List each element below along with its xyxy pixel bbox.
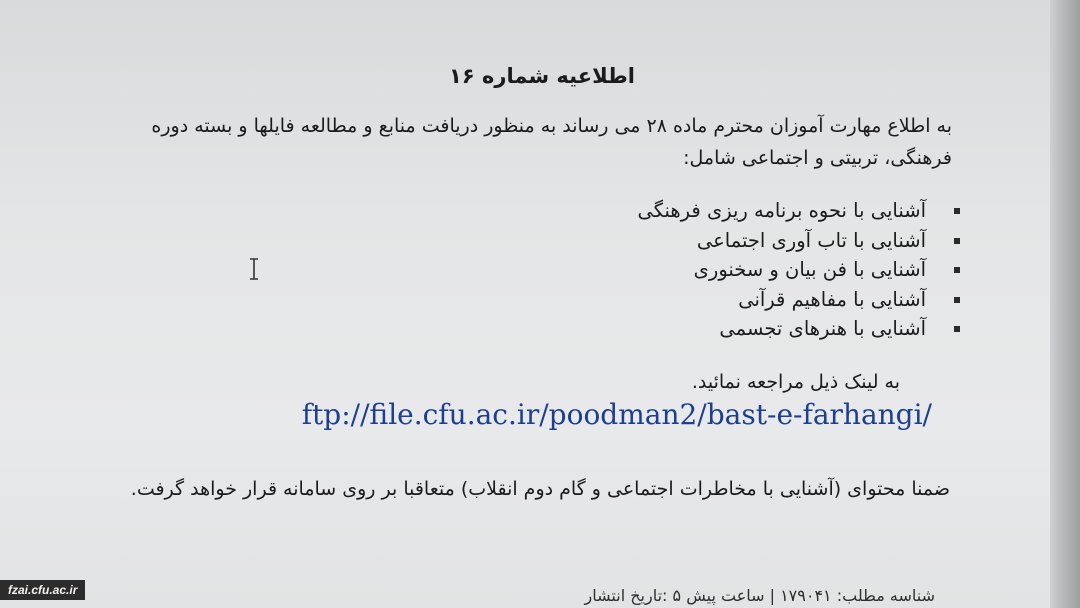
list-item — [637, 255, 960, 285]
list-item — [637, 196, 960, 226]
list-item — [637, 314, 960, 344]
list-item-label: آشنایی با مفاهیم قرآنی — [738, 287, 926, 311]
site-watermark: fzai.cfu.ac.ir — [0, 580, 85, 600]
square-bullet-icon — [954, 238, 960, 244]
topic-list — [637, 196, 960, 344]
announcement-title: اطلاعیه شماره ۱۶ — [449, 64, 635, 88]
square-bullet-icon — [954, 208, 960, 214]
list-item-label: آشنایی با تاب آوری اجتماعی — [696, 228, 926, 252]
list-item — [637, 226, 960, 256]
square-bullet-icon — [954, 267, 960, 273]
list-item-label: آشنایی با هنرهای تجسمی — [719, 317, 926, 340]
list-item-label: آشنایی با فن بیان و سخنوری — [693, 258, 926, 281]
text-cursor-icon — [249, 258, 259, 280]
link-instruction: به لینک ذیل مراجعه نمائید. — [691, 371, 900, 393]
list-item — [637, 285, 960, 315]
intro-paragraph: به اطلاع مهارت آموزان محترم ماده ۲۸ می رساند به منظور دریافت منابع و مطالعه فایلها و بسته دوره فرهنگی، تربیتی و اجتماعی شامل: — [151, 115, 952, 169]
ftp-link[interactable]: ftp://file.cfu.ac.ir/poodman2/bast-e-farhangi/ — [301, 398, 932, 431]
monitor-bezel — [1050, 0, 1080, 608]
list-item-label: آشنایی با نحوه برنامه ریزی فرهنگی — [637, 199, 926, 222]
post-meta: شناسه مطلب: ۱۷۹۰۴۱ | ساعت پیش ۵ :تاریخ انتشار — [584, 586, 935, 605]
square-bullet-icon — [954, 326, 960, 332]
note-paragraph: ضمنا محتوای (آشنایی با مخاطرات اجتماعی و گام دوم انقلاب) متعاقبا بر روی سامانه قرار خواهد گرفت. — [130, 478, 950, 500]
square-bullet-icon — [954, 297, 960, 303]
